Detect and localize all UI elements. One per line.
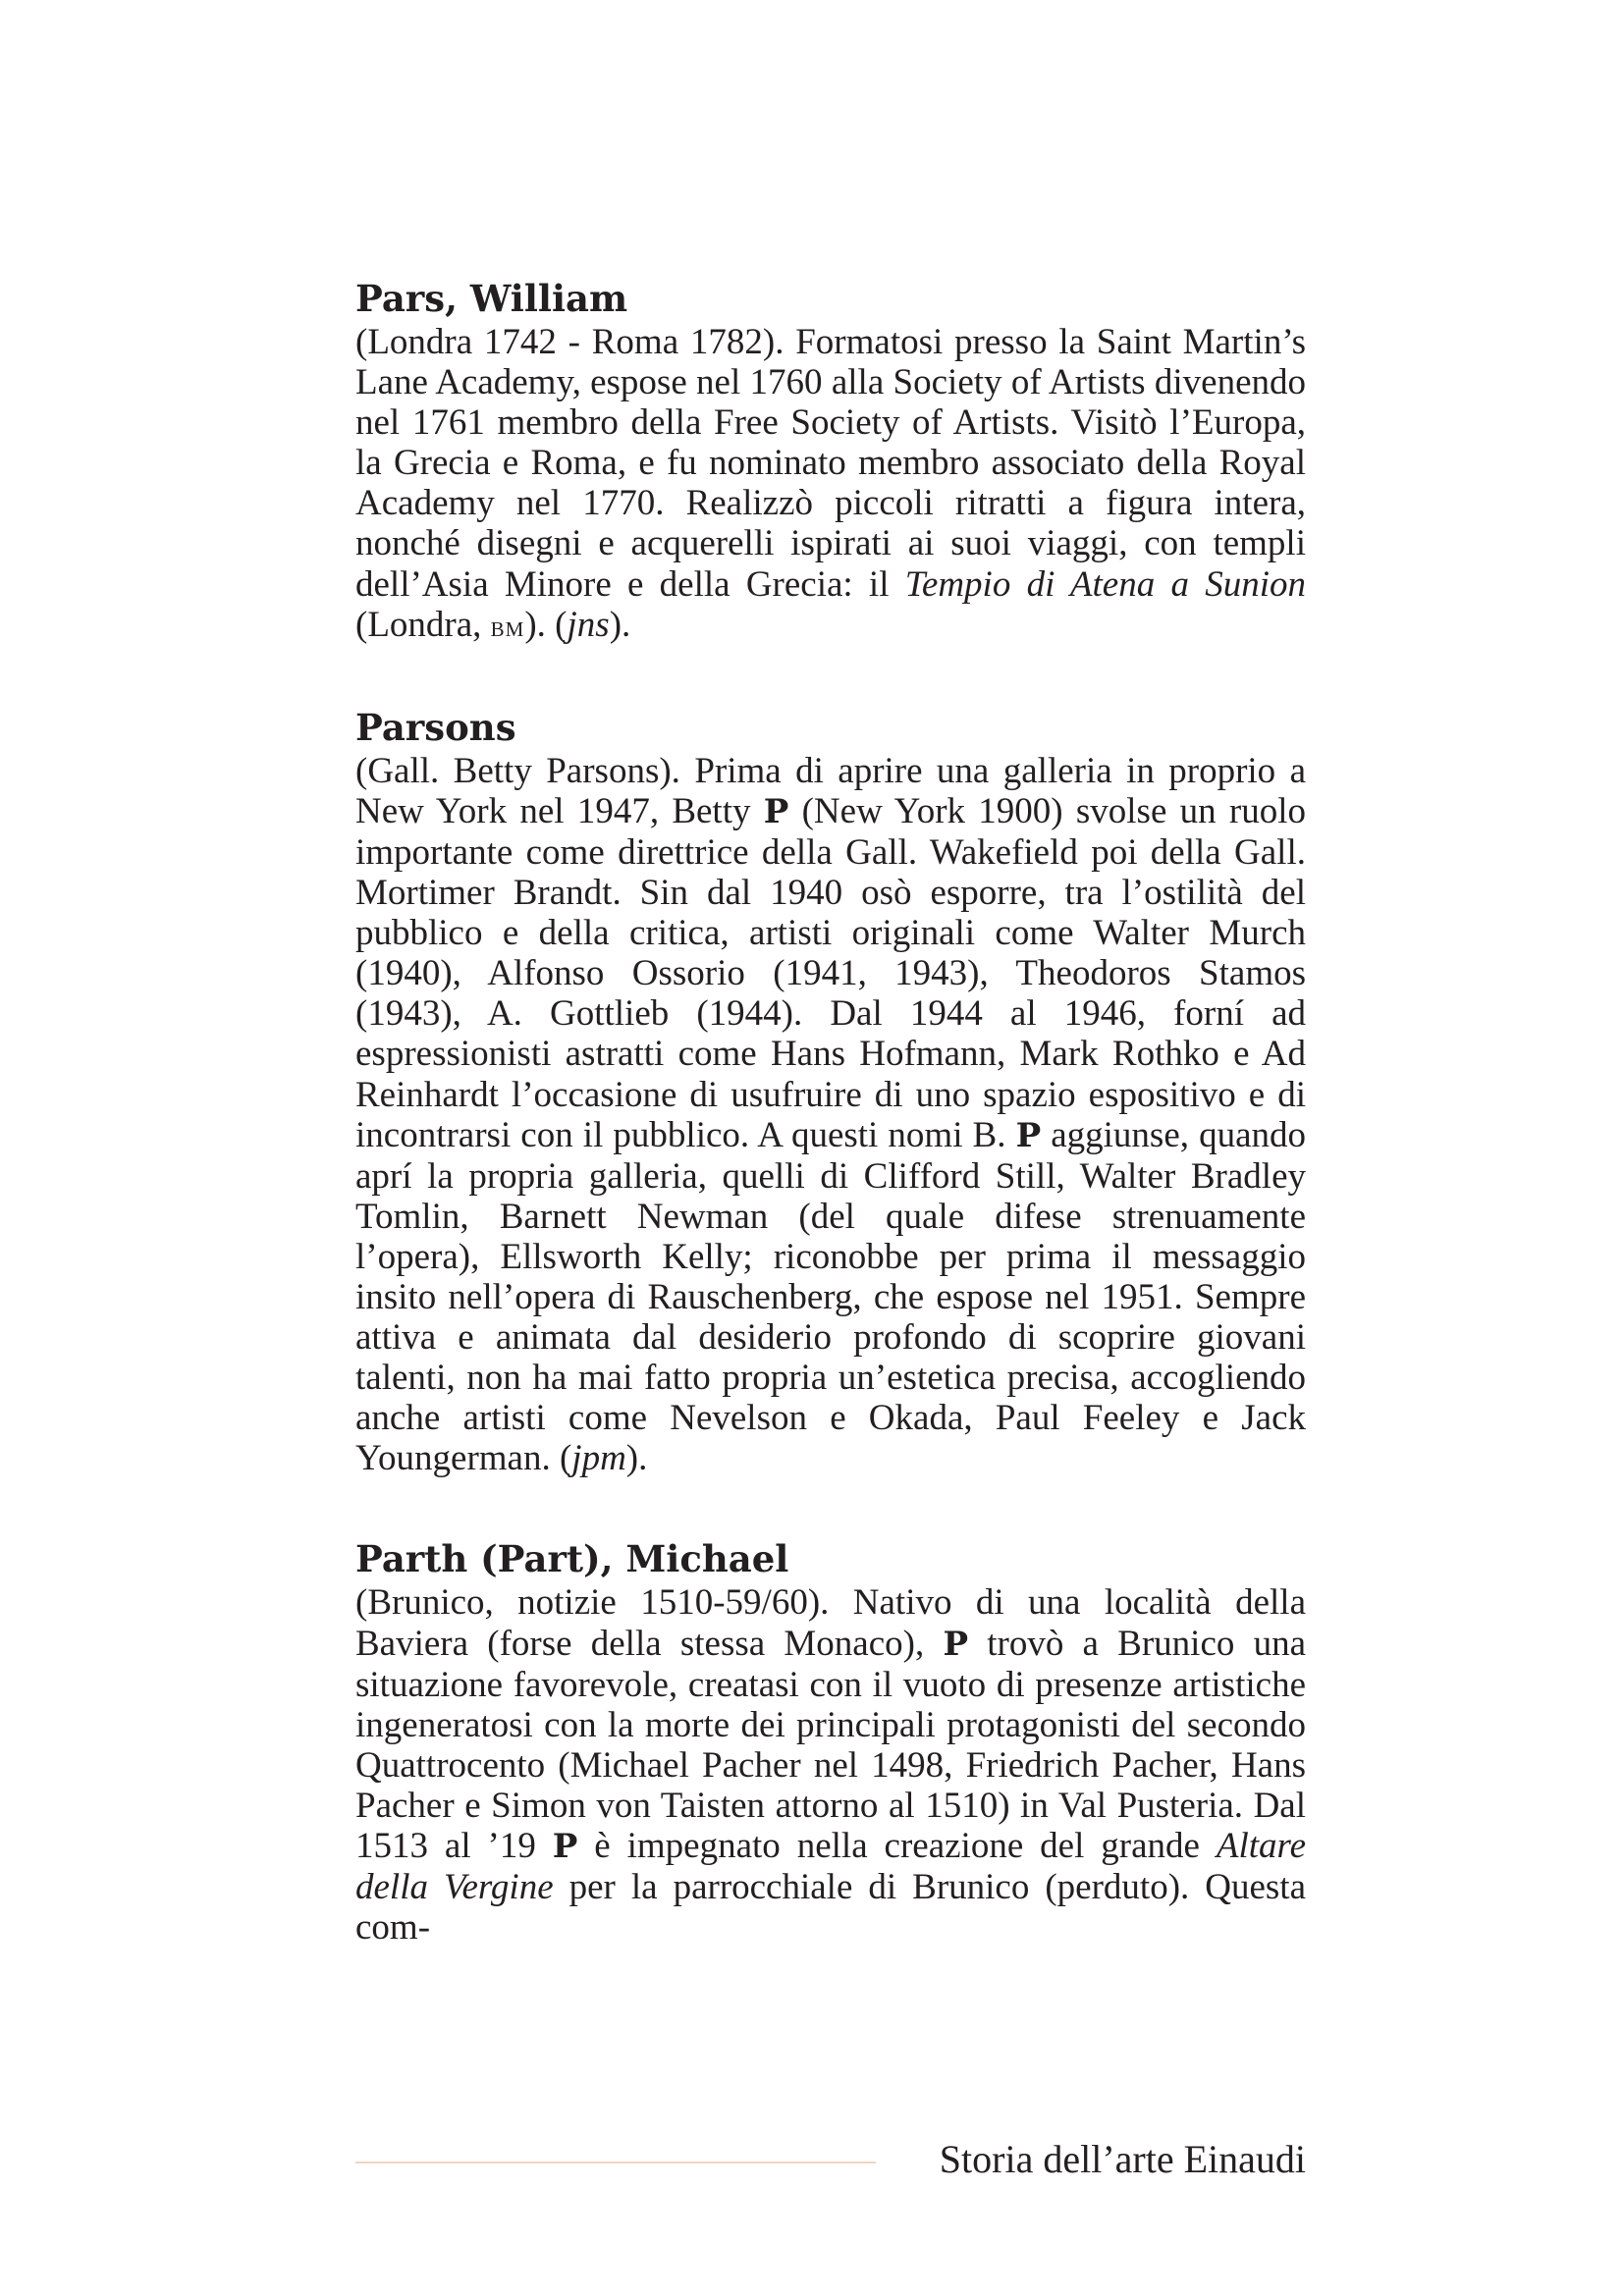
entry-parth-michael bbox=[355, 1537, 1306, 1948]
italic-text: Tempio di Atena a Sunion bbox=[904, 563, 1306, 605]
bold-initial: P bbox=[1015, 1115, 1042, 1155]
dictionary-column bbox=[355, 277, 1306, 2006]
text-run: trovò a Brunico una situazione favorevole, creatasi con il vuoto di presenze artistiche ingeneratosi con la morte dei principali protagonisti del secondo Quattrocento (Michael Pacher nel 1498, Friedrich Pacher, Hans Pacher e Simon von Taisten attorno al 1510) in Val Pusteria. Dal 1513 al ’19 bbox=[355, 1623, 1307, 1866]
footer-rule bbox=[355, 2162, 876, 2163]
text-run: (Londra, bbox=[355, 604, 491, 645]
entry-title: Parsons bbox=[355, 705, 516, 749]
text-run: (Brunico, notizie 1510-59/60). Nativo di una località della Baviera (forse della stessa Monaco), bbox=[355, 1582, 1306, 1664]
footer-title: Storia dell’arte Einaudi bbox=[939, 2137, 1306, 2181]
bold-initial: P bbox=[943, 1624, 969, 1664]
bold-initial: P bbox=[552, 1827, 578, 1866]
text-run: (Londra 1742 - Roma 1782). Formatosi presso la Saint Martin’s Lane Academy, espose nel 1760 alla Society of Artists divenendo nel 1761 membro della Free Society of Artists. Visitò l’Europa, la Grecia e Roma, e fu nominato membro associato della Royal Academy nel 1770. Realizzò piccoli ritratti a figura intera, nonché disegni e acquerelli ispirati ai suoi viaggi, con templi dell’Asia Minore e della Grecia: il bbox=[355, 322, 1306, 605]
italic-text: jns bbox=[567, 604, 610, 645]
entry-title: Pars, William bbox=[355, 277, 628, 320]
text-run: (New York 1900) svolse un ruolo importante come direttrice della Gall. Wakefield poi della Gall. Mortimer Brandt. Sin dal 1940 osò esporre, tra l’ostilità del pubblico e della critica, artisti originali come Walter Murch (1940), Alfonso Ossorio (1941, 1943), Theodoros Stamos (1943), A. Gottlieb (1944). Dal 1944 al 1946, forní ad espressionisti astratti come Hans Hofmann, Mark Rothko e Ad Reinhardt l’occasione di usufruire di uno spazio espositivo e di incontrarsi con il pubblico. A questi nomi B. bbox=[355, 790, 1306, 1155]
text-run: è impegnato nella creazione del grande bbox=[577, 1826, 1217, 1866]
small-caps-abbrev: bm bbox=[490, 610, 525, 643]
italic-text: Altare della Vergine bbox=[355, 1826, 1306, 1908]
entry-parsons bbox=[355, 706, 1306, 1479]
entry-text bbox=[355, 1582, 1306, 1948]
text-run: ). ( bbox=[524, 604, 568, 645]
text-run: ). bbox=[625, 1438, 648, 1479]
text-run: (Gall. Betty Parsons). Prima di aprire una galleria in proprio a New York nel 1947, Betty bbox=[355, 750, 1306, 831]
entry-text bbox=[355, 322, 1306, 647]
italic-text: jpm bbox=[571, 1438, 626, 1479]
text-run: aggiunse, quando aprí la propria galleria, quelli di Clifford Still, Walter Bradley Tomlin, Barnett Newman (del quale difese strenuamente l’opera), Ellsworth Kelly; riconobbe per prima il messaggio insito nell’opera di Rauschenberg, che espose nel 1951. Sempre attiva e animata dal desiderio profondo di scoprire giovani talenti, non ha mai fatto propria un’estetica precisa, accogliendo anche artisti come Nevelson e Okada, Paul Feeley e Jack Youngerman. ( bbox=[355, 1114, 1306, 1479]
entry-pars-william bbox=[355, 277, 1306, 647]
bold-initial: P bbox=[763, 791, 789, 831]
entry-title: Parth (Part), Michael bbox=[355, 1537, 789, 1581]
text-run: ). bbox=[609, 604, 631, 645]
entry-text bbox=[355, 751, 1306, 1479]
text-run: per la parrocchiale di Brunico (perduto). Questa com- bbox=[355, 1867, 1307, 1949]
